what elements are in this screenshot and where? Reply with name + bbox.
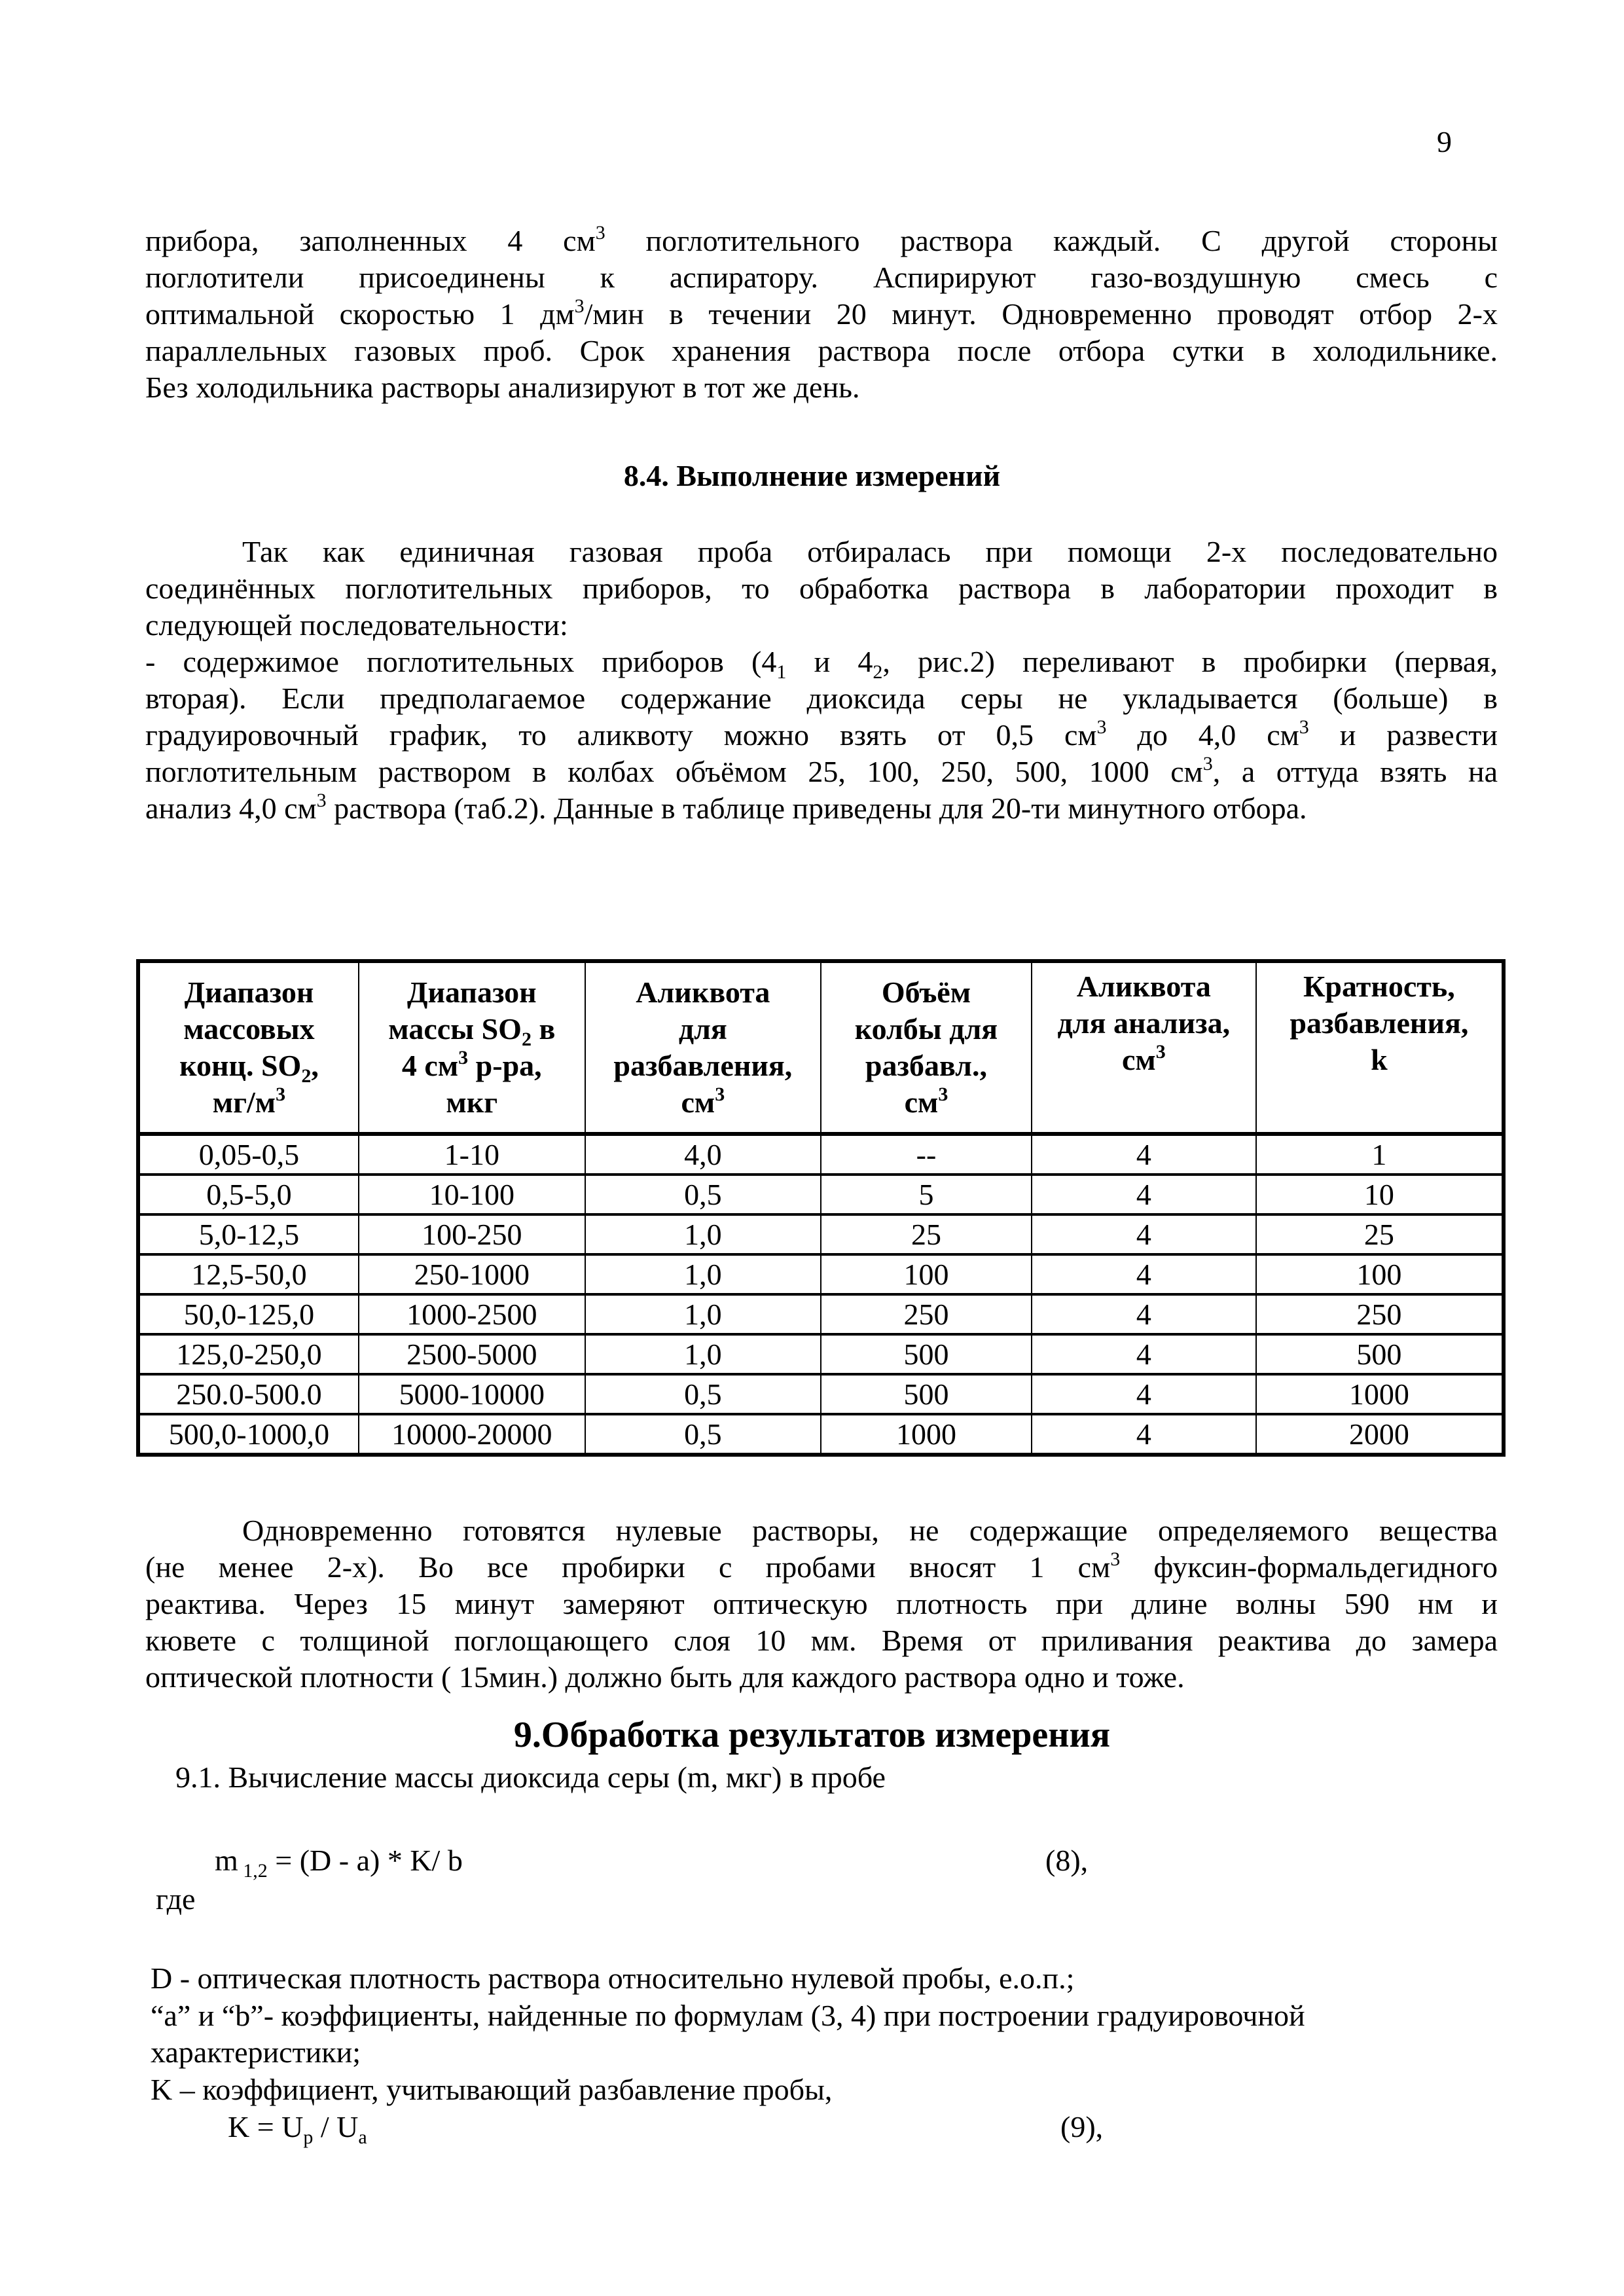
formula-9-number: (9),: [1060, 2110, 1104, 2143]
where-label: где: [156, 1882, 196, 1916]
cell-conc-range: 12,5-50,0: [138, 1254, 359, 1294]
cell-dilution-factor: 500: [1256, 1334, 1504, 1374]
cell-dilution-factor: 1000: [1256, 1374, 1504, 1414]
cell-dilution-factor: 10: [1256, 1175, 1504, 1214]
cell-analysis-aliquot: 4: [1032, 1134, 1256, 1175]
section-heading-8-4: 8.4. Выполнение измерений: [623, 459, 1001, 492]
cell-dilution-factor: 2000: [1256, 1414, 1504, 1455]
cell-analysis-aliquot: 4: [1032, 1214, 1256, 1254]
page-number: 9: [1437, 125, 1452, 158]
table-row: [138, 1294, 1504, 1334]
text-line: кювете с толщиной поглощающего слоя 10 мм. Время от приливания реактива до замера: [145, 1624, 1498, 1657]
cell-flask-volume: 5: [821, 1175, 1032, 1214]
cell-conc-range: 0,05-0,5: [138, 1134, 359, 1175]
cell-mass-range: 5000-10000: [359, 1374, 585, 1414]
table-header-row: [138, 961, 1504, 1134]
cell-dilution-aliquot: 4,0: [585, 1134, 821, 1175]
cell-mass-range: 100-250: [359, 1214, 585, 1254]
definition-K: K – коэффициент, учитывающий разбавление пробы,: [151, 2073, 833, 2106]
cell-conc-range: 500,0-1000,0: [138, 1414, 359, 1455]
formula-9: $K = U_p / U_a$: [228, 2110, 367, 2149]
table-row: [138, 1374, 1504, 1414]
cell-analysis-aliquot: 4: [1032, 1334, 1256, 1374]
text-line: поглотительным раствором в колбах объёмом 25, 100, 250, 500, 1000 $см^3$, а оттуда взять на: [145, 752, 1498, 788]
text-line: Одновременно готовятся нулевые растворы, не содержащие определяемого вещества: [242, 1514, 1498, 1547]
cell-dilution-factor: 25: [1256, 1214, 1504, 1254]
definition-D: D - оптическая плотность раствора относительно нулевой пробы, е.о.п.;: [151, 1961, 1075, 1995]
cell-dilution-aliquot: 1,0: [585, 1254, 821, 1294]
subsection-9-1: 9.1. Вычисление массы диоксида серы (m, мкг) в пробе: [175, 1760, 886, 1794]
header-flask-volume: Объём колбы для разбавл., $см^3$: [821, 961, 1032, 1134]
intro-paragraph: [145, 223, 1498, 406]
cell-dilution-aliquot: 1,0: [585, 1334, 821, 1374]
cell-conc-range: 50,0-125,0: [138, 1294, 359, 1334]
cell-analysis-aliquot: 4: [1032, 1374, 1256, 1414]
text-line: вторая). Если предполагаемое содержание диоксида серы не укладывается (больше) в: [145, 682, 1498, 715]
formula-8-number: (8),: [1045, 1844, 1089, 1877]
cell-dilution-factor: 100: [1256, 1254, 1504, 1294]
text-line: оптической плотности ( 15мин.) должно быть для каждого раствора одно и тоже.: [145, 1660, 1185, 1694]
cell-mass-range: 10000-20000: [359, 1414, 585, 1455]
text-line: - содержимое поглотительных приборов ($4_1$ и $4_2$, рис.2) переливают в пробирки (первая,: [145, 645, 1498, 683]
header-analysis-aliquot: Аликвота для анализа, $см^3$: [1032, 961, 1256, 1134]
header-dilution-factor: Кратность, разбавления, k: [1256, 961, 1504, 1134]
cell-analysis-aliquot: 4: [1032, 1294, 1256, 1334]
text-line: Без холодильника растворы анализируют в тот же день.: [145, 371, 860, 404]
text-line: параллельных газовых проб. Срок хранения раствора после отбора сутки в холодильнике.: [145, 334, 1498, 367]
cell-flask-volume: 500: [821, 1374, 1032, 1414]
cell-dilution-aliquot: 0,5: [585, 1175, 821, 1214]
cell-flask-volume: 25: [821, 1214, 1032, 1254]
cell-mass-range: 2500-5000: [359, 1334, 585, 1374]
table-row: [138, 1254, 1504, 1294]
cell-conc-range: 250.0-500.0: [138, 1374, 359, 1414]
definition-a-b-continued: характеристики;: [151, 2035, 361, 2069]
cell-flask-volume: 250: [821, 1294, 1032, 1334]
cell-analysis-aliquot: 4: [1032, 1414, 1256, 1455]
text-line: (не менее 2-х). Во все пробирки с пробами вносят 1 $см^3$ фуксин-формальдегидного: [145, 1548, 1498, 1584]
cell-mass-range: 250-1000: [359, 1254, 585, 1294]
cell-flask-volume: 1000: [821, 1414, 1032, 1455]
zero-solution-paragraph: [145, 1512, 1498, 1696]
header-dilution-aliquot: Аликвота для разбавления, $см^3$: [585, 961, 821, 1134]
table-row: [138, 1134, 1504, 1175]
cell-flask-volume: 100: [821, 1254, 1032, 1294]
table-row: [138, 1214, 1504, 1254]
dilution-table: [136, 959, 1506, 1457]
section-heading-9: 9.Обработка результатов измерения: [513, 1715, 1111, 1755]
cell-dilution-aliquot: 0,5: [585, 1374, 821, 1414]
cell-analysis-aliquot: 4: [1032, 1254, 1256, 1294]
text-line: следующей последовательности:: [145, 608, 568, 642]
cell-conc-range: 0,5-5,0: [138, 1175, 359, 1214]
cell-flask-volume: 500: [821, 1334, 1032, 1374]
cell-mass-range: 1-10: [359, 1134, 585, 1175]
text-line: Так как единичная газовая проба отбиралась при помощи 2-х последовательно: [242, 535, 1498, 568]
table-row: [138, 1175, 1504, 1214]
cell-dilution-aliquot: 0,5: [585, 1414, 821, 1455]
text-line: градуировочный график, то аликвоту можно взять от 0,5 $см^3$ до 4,0 $см^3$ и развести: [145, 716, 1498, 752]
table-row: [138, 1414, 1504, 1455]
text-line: реактива. Через 15 минут замеряют оптическую плотность при длине волны 590 нм и: [145, 1587, 1498, 1620]
cell-dilution-aliquot: 1,0: [585, 1294, 821, 1334]
cell-dilution-factor: 1: [1256, 1134, 1504, 1175]
header-mass-conc-range: Диапазон массовых конц. $SO_2$, $мг/м^3$: [138, 961, 359, 1134]
cell-flask-volume: --: [821, 1134, 1032, 1175]
text-line: анализ 4,0 $см^3$ раствора (таб.2). Данные в таблице приведены для 20-ти минутного отбора.: [145, 789, 1307, 825]
cell-dilution-aliquot: 1,0: [585, 1214, 821, 1254]
formula-8: m $_{1,2}$ = (D - a) * K/ b: [215, 1844, 463, 1882]
cell-conc-range: 5,0-12,5: [138, 1214, 359, 1254]
cell-dilution-factor: 250: [1256, 1294, 1504, 1334]
definition-a-b: “a” и “b”- коэффициенты, найденные по формулам (3, 4) при построении градуировочной: [151, 1999, 1305, 2032]
header-mass-range: Диапазон массы $SO_2$ в 4 $см^3$ р-ра, мкг: [359, 961, 585, 1134]
text-line: соединённых поглотительных приборов, то обработка раствора в лаборатории проходит в: [145, 572, 1498, 605]
text-line: прибора, заполненных 4 $см^3$ поглотительного раствора каждый. С другой стороны: [145, 221, 1498, 257]
text-line: поглотители присоединены к аспиратору. Аспирируют газо-воздушную смесь с: [145, 261, 1498, 294]
cell-mass-range: 10-100: [359, 1175, 585, 1214]
section-8-4-body: [145, 534, 1498, 827]
cell-conc-range: 125,0-250,0: [138, 1334, 359, 1374]
table-row: [138, 1334, 1504, 1374]
cell-mass-range: 1000-2500: [359, 1294, 585, 1334]
text-line: оптимальной скоростью 1 $дм^3$/мин в течении 20 минут. Одновременно проводят отбор 2-х: [145, 295, 1498, 331]
cell-analysis-aliquot: 4: [1032, 1175, 1256, 1214]
